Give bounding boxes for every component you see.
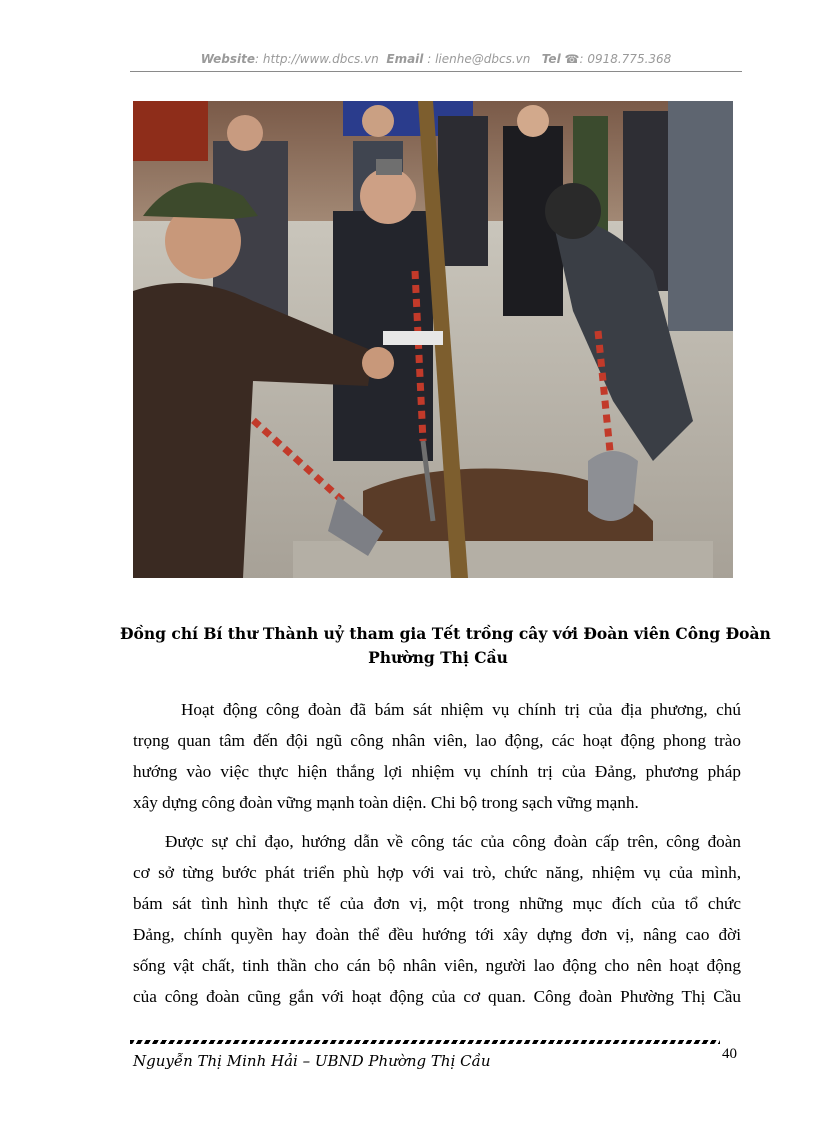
- paragraph-line: xây dựng công đoàn vững mạnh toàn diện. Chi bộ trong sạch vững mạnh.: [133, 793, 639, 812]
- website-label: Website: [200, 52, 256, 66]
- paragraph-line: hướng vào việc thực hiện thắng lợi nhiệm vụ chính trị của Đảng, phương pháp: [133, 762, 741, 781]
- caption-line-2: Phường Thị Cầu: [368, 648, 508, 667]
- page-header: [130, 52, 742, 66]
- email-label: Email: [386, 52, 424, 66]
- photo-illustration: [133, 101, 733, 578]
- page-number: 40: [722, 1046, 737, 1062]
- footer-author: Nguyễn Thị Minh Hải – UBND Phường Thị Cầu: [133, 1052, 491, 1070]
- tel-value: ☎: 0918.775.368: [564, 52, 672, 66]
- paragraph-line: sống vật chất, tinh thần cho cán bộ nhân viên, người lao động cho nên hoạt động: [133, 956, 741, 975]
- paragraph-line: bám sát tình hình thực tế của đơn vị, một trong những mục đích của tổ chức: [133, 894, 741, 913]
- photo-caption: [120, 622, 771, 670]
- paragraph-line: cơ sở từng bước phát triển phù hợp với vai trò, chức năng, nhiệm vụ của mình,: [133, 863, 741, 882]
- email-value: : lienhe@dbcs.vn: [427, 52, 531, 66]
- paragraph-line: Đảng, chính quyền hay đoàn thể đều hướng tới xây dựng đơn vị, nâng cao đời: [133, 925, 741, 944]
- paragraph-1: [133, 694, 741, 818]
- footer-rule: [130, 1040, 720, 1044]
- paragraph-line: Hoạt động công đoàn đã bám sát nhiệm vụ chính trị của địa phương, chú: [181, 700, 741, 719]
- tree-planting-photo: [133, 101, 733, 578]
- paragraph-line: trọng quan tâm đến đội ngũ công nhân viên, lao động, các hoạt động phong trào: [133, 731, 741, 750]
- caption-line-1: Đồng chí Bí thư Thành uỷ tham gia Tết trồng cây với Đoàn viên Công Đoàn: [120, 624, 771, 643]
- paragraph-line: của công đoàn cũng gắn với hoạt động của cơ quan. Công đoàn Phường Thị Cầu: [133, 987, 741, 1006]
- paragraph-line: Được sự chỉ đạo, hướng dẫn về công tác của công đoàn cấp trên, công đoàn: [165, 832, 741, 851]
- website-value: : http://www.dbcs.vn: [255, 52, 379, 66]
- tel-label: Tel: [541, 52, 561, 66]
- header-rule: [130, 71, 742, 72]
- paragraph-2: [133, 826, 741, 1012]
